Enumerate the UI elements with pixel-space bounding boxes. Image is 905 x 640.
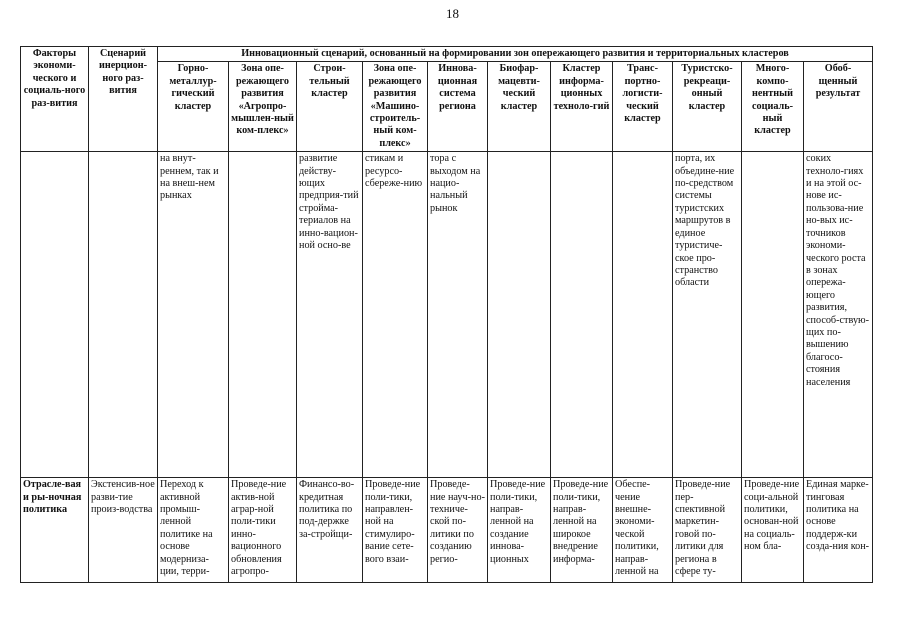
- header-mining-cluster: Горно-металлур-гический кластер: [158, 62, 229, 152]
- table-cell: порта, их объедине-ние по-средством системы туристских маршрутов в единое туристиче-ское про-странство области: [673, 152, 742, 478]
- header-row-1: [21, 47, 873, 62]
- header-logistics-cluster: Транс-портно-логисти-ческий кластер: [613, 62, 673, 152]
- policy-row: [21, 478, 873, 583]
- header-agro-zone: Зона опе-режающего развития «Агропро-мышлен-ный ком-плекс»: [229, 62, 297, 152]
- table-cell: развитие действу-ющих предприя-тий стройма-териалов на инно-вацион-ной осно-ве: [297, 152, 363, 478]
- header-innovation-scenario: Инновационный сценарий, основанный на формировании зон опережающего развития и территориальных кластеров: [158, 47, 873, 62]
- table-cell: Проведе-ние поли-тики, направ-ленной на широкое внедрение информа-: [551, 478, 613, 583]
- header-it-cluster: Кластер информа-ционных техноло-гий: [551, 62, 613, 152]
- table-cell: [742, 152, 804, 478]
- table-cell: соких техноло-гиях и на этой ос-нове ис-пользова-ние но-вых ис-точников экономи-ческого роста в зонах опережа-ющего развития, способ-ствую-щих по-вышению благосо-стояния населения: [804, 152, 873, 478]
- header-tourism-cluster: Туристско-рекреаци-онный кластер: [673, 62, 742, 152]
- continuation-row: [21, 152, 873, 478]
- table-cell: [551, 152, 613, 478]
- header-summary-result: Обоб-щенный результат: [804, 62, 873, 152]
- header-machine-zone: Зона опе-режающего развития «Машино-строитель-ный ком-плекс»: [363, 62, 428, 152]
- table-cell: [229, 152, 297, 478]
- table-cell: тора с выходом на нацио-нальный рынок: [428, 152, 488, 478]
- table-cell: Отрасле-вая и ры-ночная политика: [21, 478, 89, 583]
- header-biopharma-cluster: Биофар-мацевти-ческий кластер: [488, 62, 551, 152]
- header-innovation-system: Иннова-ционная система региона: [428, 62, 488, 152]
- table-cell: Единая марке-тинговая политика на основе поддерж-ки созда-ния кон-: [804, 478, 873, 583]
- table-cell: Обеспе-чение внешне-экономи-ческой политики, направ-ленной на: [613, 478, 673, 583]
- table-cell: Проведе-ние пер-спективной маркетин-говой по-литики для региона в сфере ту-: [673, 478, 742, 583]
- table-cell: Проведе-ние поли-тики, направлен-ной на стимулиро-вание сете-вого взаи-: [363, 478, 428, 583]
- table-cell: [89, 152, 158, 478]
- table-cell: Проведе-ние актив-ной аграр-ной поли-тики инно-вационного обновления агропро-: [229, 478, 297, 583]
- table-cell: Финансо-во-кредитная политика по под-держке за-стройщи-: [297, 478, 363, 583]
- table-cell: Проведе-ние науч-но-техниче-ской по-литики по созданию регио-: [428, 478, 488, 583]
- table-cell: Проведе-ние поли-тики, направ-ленной на создание иннова-ционных: [488, 478, 551, 583]
- table-cell: стикам и ресурсо-сбереже-нию: [363, 152, 428, 478]
- header-construction-cluster: Строи-тельный кластер: [297, 62, 363, 152]
- header-social-cluster: Много-компо-нентный социаль-ный кластер: [742, 62, 804, 152]
- header-inertia-scenario: Сценарий инерцион-ного раз-вития: [89, 47, 158, 152]
- table-cell: на внут-реннем, так и на внеш-нем рынках: [158, 152, 229, 478]
- table-cell: Переход к активной промыш-ленной политике на основе модерниза-ции, терри-: [158, 478, 229, 583]
- scenario-table: [20, 46, 873, 583]
- table-cell: [613, 152, 673, 478]
- table-cell: [488, 152, 551, 478]
- table-cell: [21, 152, 89, 478]
- header-factors: Факторы экономи-ческого и социаль-ного раз-вития: [21, 47, 89, 152]
- page-number: 18: [446, 6, 459, 21]
- table-cell: Экстенсив-ное разви-тие произ-водства: [89, 478, 158, 583]
- table-cell: Проведе-ние соци-альной политики, основан-ной на социаль-ном бла-: [742, 478, 804, 583]
